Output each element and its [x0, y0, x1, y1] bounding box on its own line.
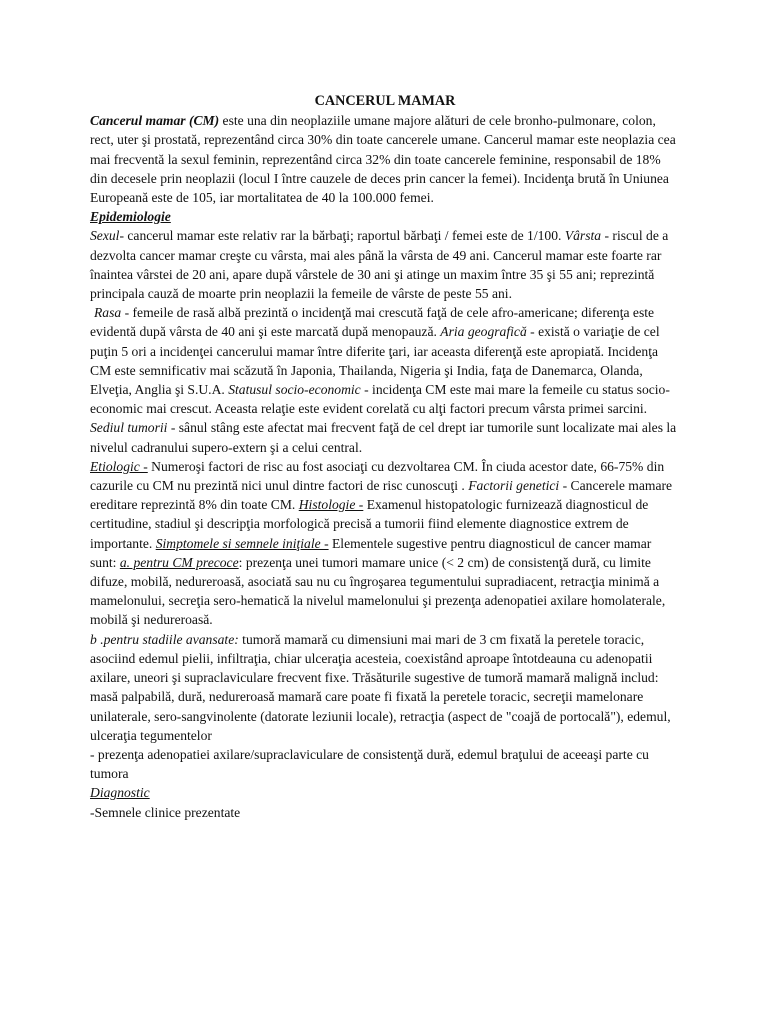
socio-label: Statusul socio-economic [228, 382, 361, 398]
early-cm-label: a. pentru CM precoce [119, 554, 239, 570]
etiology-label: Etiologic - [90, 458, 148, 474]
age-label: Vârsta [564, 228, 602, 244]
diagnostic-heading [90, 783, 680, 802]
diagnostic-heading-text: Diagnostic [90, 785, 150, 801]
site-label: Sediul tumorii [90, 420, 168, 436]
sex-text: - cancerul mamar este relativ rar la bărbaţi; raportul bărbaţi / femei este de 1/100. [119, 228, 565, 244]
socio-text: - incidenţa CM este mai mare la femeile cu status socio-economic mai crescut. Aceasta relaţie este evident corelată cu alţi factori precum vârsta primei sarcini. [90, 382, 670, 417]
etiology-text: Numeroşi factori de risc au fost asociaţi cu dezvoltarea CM. În ciuda acestor date, 66-75% din cazurile cu CM nu prezintă nici unul dintre factori de risc cunoscuţi . [90, 458, 665, 494]
intro-paragraph [90, 111, 680, 207]
genetic-text: - Cancerele mamare ereditare reprezintă 8% din toate CM. [90, 478, 673, 513]
epidemiology-heading [90, 207, 680, 226]
intro-term: Cancerul mamar (CM) [90, 113, 220, 129]
diagnostic-line-1: -Semnele clinice prezentate [90, 804, 241, 820]
race-text: - femeile de rasă albă prezintă o incidenţă mai crescută faţă de cele afro-americane; diferenţa este evidentă după vârsta de 40 ani şi este marcată după menopauză. [90, 305, 655, 340]
site-text: - sânul stâng este afectat mai frecvent faţă de cel drept iar tumorile sunt localizate mai ales la nivelul cadranului supero-extern şi a celui central. [90, 420, 677, 455]
epidemiology-paragraph-race [90, 303, 680, 457]
sex-label: Sexul [90, 228, 120, 244]
genetic-label: Factorii genetici [468, 478, 560, 494]
document-body [90, 92, 680, 822]
intro-text: este una din neoplaziile umane majore alături de cele bronho-pulmonare, colon, rect, uter şi prostată, reprezentând circa 30% din toate cancerele umane. Cancerul mamar este neoplazia cea mai frecventă la sexul feminin, reprezentând circa 32% din toate cancerele feminine, responsabil de 18% din decesele prin neoplazii (locul I între cauzele de deces prin cancer la femei). Incidenţa brută în Uniunea Europeană este de 105, iar mortalitatea de 40 la 100.000 femei. [90, 113, 676, 206]
advanced-paragraph [90, 630, 680, 745]
epidemiology-heading-text: Epidemiologie [90, 209, 171, 225]
advanced-text: tumoră mamară cu dimensiuni mai mari de 3 cm fixată la peretele toracic, asociind edemul pielii, infiltraţia, chiar ulceraţia acesteia, coexistând aproape întotdeauna cu adenopatii axilare, uneori şi supraclaviculare frecvent fixe. Trăsăturile sugestive de tumoră mamară malignă includ: masă palpabilă, dură, nedureroasă mamară care poate fi fixată la peretele toracic, secreţii mamelonare unilaterale, sero-sangvinolente (datorate leziunii locale), retracţia (aspect de "coajă de portocală"), edemul, ulceraţia tegumentelor [90, 631, 671, 743]
geo-label: Aria geografică [440, 324, 527, 340]
early-cm-text: : prezenţa unei tumori mamare unice (< 2 cm) de consistenţă dură, cu limite difuze, mobilă, nedureroasă, asociată sau nu cu îngroşarea tegumentului supradiacent, retracţia minimă a mamelonului, secreţia sero-hematică la nivelul mamelonului şi prezenţa adenopatiei axilare homolaterale, mobilă şi nedureroasă. [90, 554, 666, 628]
symptoms-text: Elementele sugestive pentru diagnosticul de cancer mamar sunt: [90, 535, 652, 570]
race-label: Rasa [94, 305, 122, 321]
age-text: - riscul de a dezvolta cancer mamar creşte cu vârsta, mai ales până la vârsta de 49 ani. Cancerul mamar este foarte rar înaintea vârstei de 20 ani, apare după vârstele de 30 ani şi atinge un maxim între 35 şi 55 ani; reprezintă principala cauză de moarte prin neoplazii la femeile de vârste de peste 55 ani. [90, 228, 669, 302]
geo-text: - există o variaţie de cel puţin 5 ori a incidenţei cancerului mamar între diferite ţari, iar aceasta diferenţă este apropiată. Incidenţa CM este semnificativ mai scăzută în Japonia, Thailanda, Nigeria şi India, faţa de Danemarca, Olanda, Elveţia, Anglia şi S.U.A. [90, 324, 660, 398]
advanced-line-2: - prezenţa adenopatiei axilare/supraclaviculare de consistenţă dură, edemul braţului de aceeaşi parte cu tumora [90, 746, 649, 782]
histology-text: Examenul histopatologic furnizează diagnosticul de certitudine, stadiul şi descripţia morfologică precisă a tumorii fiind elemente diagnostice extrem de importante. [90, 497, 649, 551]
etiology-paragraph [90, 457, 680, 630]
page-title: CANCERUL MAMAR [314, 93, 456, 109]
symptoms-label: Simptomele si semnele iniţiale - [155, 535, 329, 551]
epidemiology-paragraph-sex-age [90, 226, 680, 303]
advanced-label: b .pentru stadiile avansate: [90, 631, 239, 647]
histology-label: Histologie - [298, 497, 364, 513]
